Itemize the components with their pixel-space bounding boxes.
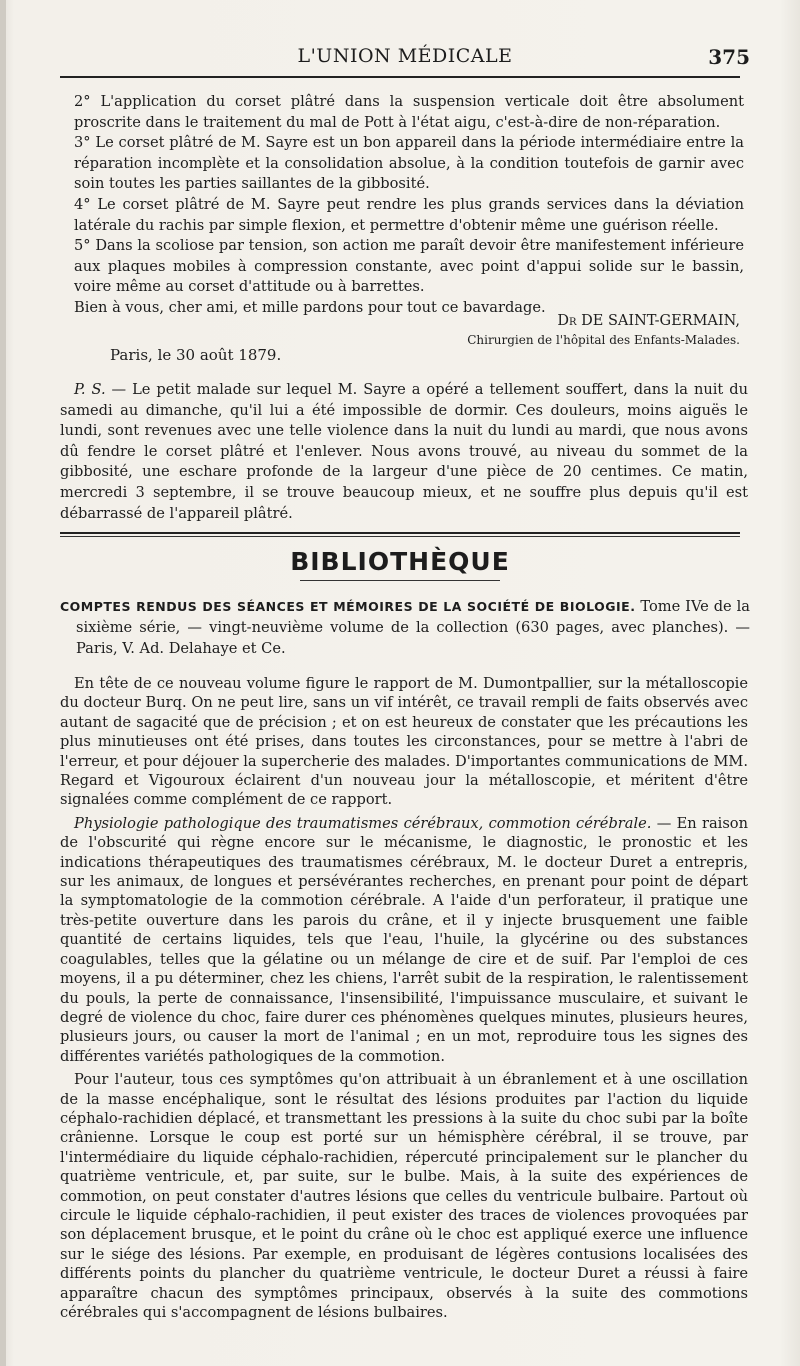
page-number: 375 <box>708 45 750 69</box>
page-binding-shadow <box>0 0 6 1366</box>
conclusion-item: 3° Le corset plâtré de M. Sayre est un bon appareil dans la période intermédiaire entre la réparation incomplète et la consolidation absolue, à la condition toutefois de garnir avec soin toutes les parties saillantes de la gibbosité. <box>74 134 744 193</box>
conclusions-list <box>74 92 744 319</box>
review-paragraph <box>60 1070 748 1322</box>
signature-name: Dr DE SAINT-GERMAIN, <box>557 313 740 329</box>
review-paragraph <box>60 814 748 1066</box>
running-head <box>60 43 750 71</box>
paragraph-italic-lead: Physiologie pathologique des traumatismes cérébraux, commotion cérébrale. <box>74 814 652 832</box>
review-paragraph <box>60 674 748 810</box>
postscript <box>60 380 748 524</box>
review-body <box>60 674 748 1324</box>
closing-line: Bien à vous, cher ami, et mille pardons pour tout ce bavardage. <box>74 298 546 316</box>
paragraph-text: En tête de ce nouveau volume figure le rapport de M. Dumontpallier, sur la métalloscopie du docteur Burq. On ne peut lire, sans un vif intérêt, ce travail rempli de faits observés avec autant de sagacité que de précision ; et on est heureux de constater que les précautions les plus minutieuses ont été prises, dans toutes les circonstances, pour se mettre à l'abri de l'erreur, et pour déjouer la supercherie des malades. D'importantes communications de MM. Regard et Vigouroux éclairent d'un nouveau jour la métalloscopie, et méritent d'être signalées comme complément de ce rapport. <box>60 675 748 809</box>
postscript-label: P. S. <box>74 381 106 398</box>
section-rule-inner <box>60 536 740 537</box>
conclusion-item: 4° Le corset plâtré de M. Sayre peut rendre les plus grands services dans la déviation latérale du rachis par simple flexion, et permettre d'obtenir même une guérison réelle. <box>74 195 744 234</box>
section-title-underline <box>300 580 500 581</box>
paragraph-text: — En raison de l'obscurité qui règne encore sur le mécanisme, le diagnostic, le pronostic et les indications thérapeutiques des traumatismes cérébraux, M. le docteur Duret a entrepris, sur les animaux, de longues et persévérantes recherches, en prenant pour point de départ la symptomatologie de la commotion cérébrale. A l'aide d'un perforateur, il pratique une très-petite ouverture dans les parois du crâne, et il y injecte brusquement une faible quantité de certains liquides, tels que l'eau, l'huile, la glycérine ou des substances coagulables, telles que la gélatine ou un mélange de cire et de suif. Par l'emploi de ces moyens, il a pu déterminer, chez les chiens, l'arrêt subit de la respiration, le ralentissement du pouls, la perte de connaissance, l'insensibilité, l'impuissance musculaire, et suivant le degré de violence du choc, faire durer ces phénomènes quelques minutes, plusieurs heures, plusieurs jours, ou causer la mort de l'animal ; en un mot, reproduire tous les signes des différentes variétés pathologiques de la commotion. <box>60 814 748 1065</box>
review-heading <box>60 596 750 659</box>
running-title: L'UNION MÉDICALE <box>297 45 513 67</box>
review-heading-caps: COMPTES RENDUS DES SÉANCES ET MÉMOIRES DE LA SOCIÉTÉ DE BIOLOGIE. <box>60 599 636 614</box>
review-heading-rest: Tome IVe de la sixième série, — vingt-neuvième volume de la collection (630 pages, avec planches). — Paris, V. Ad. Delahaye et Ce. <box>76 598 750 657</box>
postscript-text: — Le petit malade sur lequel M. Sayre a opéré a tellement souffert, dans la nuit du samedi au dimanche, qu'il lui a été impossible de dormir. Ces douleurs, moins aiguës le lundi, sont revenues avec une telle violence dans la nuit du lundi au mardi, que nous avons dû fendre le corset plâtré et l'enlever. Nous avons trouvé, au niveau du sommet de la gibbosité, une eschare profonde de la largeur d'une pièce de 20 centimes. Ce matin, mercredi 3 septembre, il se trouve beaucoup mieux, et ne souffre plus depuis qu'il est débarrassé de l'appareil plâtré. <box>60 381 748 522</box>
signature-role: Chirurgien de l'hôpital des Enfants-Malades. <box>467 333 740 347</box>
section-title: BIBLIOTHÈQUE <box>290 547 510 576</box>
signature <box>467 313 740 347</box>
conclusion-item: 2° L'application du corset plâtré dans la suspension verticale doit être absolument proscrite dans le traitement du mal de Pott à l'état aigu, c'est-à-dire de non-réparation. <box>74 93 744 131</box>
paragraph-text: Pour l'auteur, tous ces symptômes qu'on attribuait à un ébranlement et à une oscillation de la masse encéphalique, sont le résultat des lésions produites par l'action du liquide céphalo-rachidien déplacé, et transmettant les pressions à la suite du choc subi par la boîte crânienne. Lorsque le coup est porté sur un hémisphère cérébral, il se trouve, par l'intermédiaire du liquide céphalo-rachidien, répercuté principalement sur le plancher du quatrième ventricule, et, par suite, sur le bulbe. Mais, à la suite des expériences de commotion, on peut constater d'autres lésions que celles du ventricule bulbaire. Partout où circule le liquide céphalo-rachidien, il peut exister des traces de violences provoquées par son déplacement brusque, et le point du crâne où le choc est appliqué exerce une influence sur le siége des lésions. Par exemple, en produisant de légères contusions localisées des différents points du plancher du quatrième ventricule, le docteur Duret a réussi à faire apparaître chacun des symptômes principaux, observés à la suite des commotions cérébrales qui s'accompagnent de lésions bulbaires. <box>60 1071 748 1321</box>
header-rule <box>60 76 740 78</box>
conclusion-item: 5° Dans la scoliose par tension, son action me paraît devoir être manifestement inférieure aux plaques mobiles à compression constante, avec point d'appui solide sur le bassin, voire même au corset d'attitude ou à barrettes. <box>74 237 744 296</box>
section-rule-top <box>60 532 740 534</box>
dateline: Paris, le 30 août 1879. <box>110 346 282 364</box>
